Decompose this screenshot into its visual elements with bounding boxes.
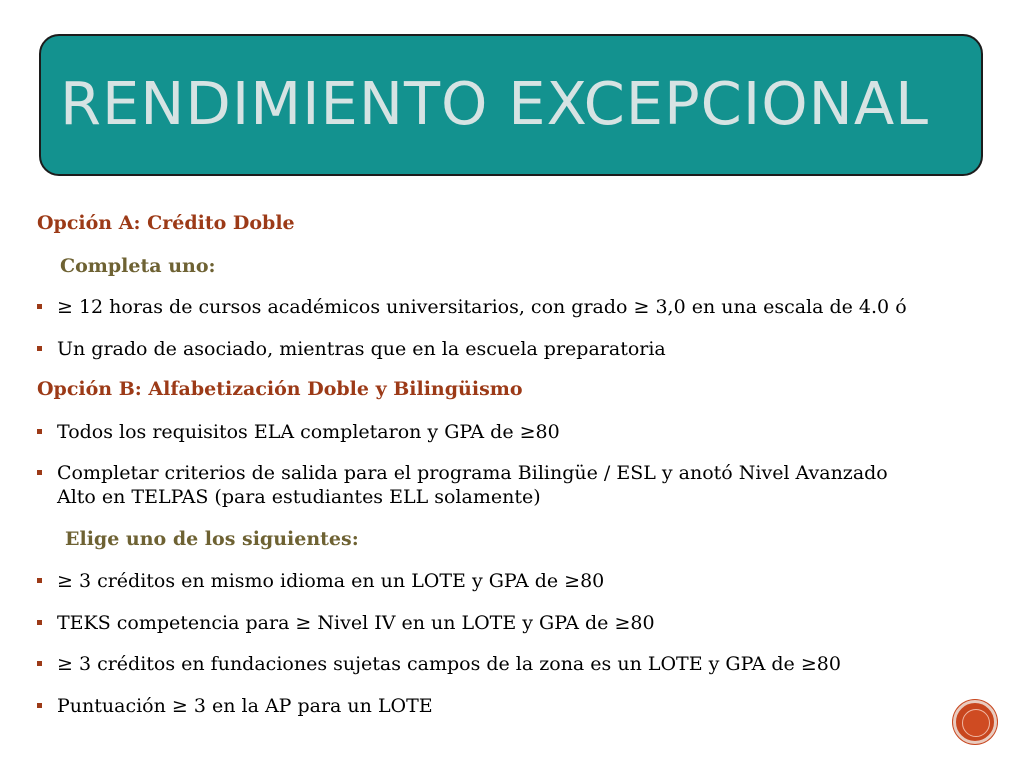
bullet-icon	[37, 578, 42, 583]
list-item-text: Todos los requisitos ELA completaron y GPA de ≥80	[57, 421, 560, 443]
bullet-icon	[37, 346, 42, 351]
list-item-text: Un grado de asociado, mientras que en la escuela preparatoria	[57, 338, 666, 360]
list-item-text: TEKS competencia para ≥ Nivel IV en un LOTE y GPA de ≥80	[57, 612, 655, 634]
option-a-subheading: Completa uno:	[60, 255, 216, 277]
circle-icon	[953, 700, 997, 744]
bullet-icon	[37, 304, 42, 309]
option-a-heading: Opción A: Crédito Doble	[37, 212, 295, 234]
bullet-icon	[37, 661, 42, 666]
option-b-heading: Opción B: Alfabetización Doble y Bilingüismo	[37, 378, 523, 400]
bullet-icon	[37, 429, 42, 434]
list-item-text-line1: Completar criterios de salida para el programa Bilingüe / ESL y anotó Nivel Avanzado	[57, 462, 888, 484]
list-item-text: ≥ 3 créditos en fundaciones sujetas campos de la zona es un LOTE y GPA de ≥80	[57, 653, 841, 675]
bullet-icon	[37, 620, 42, 625]
list-item-text-line2: Alto en TELPAS (para estudiantes ELL solamente)	[57, 486, 541, 508]
circle-inner-ring	[962, 709, 990, 737]
list-item-text: Puntuación ≥ 3 en la AP para un LOTE	[57, 695, 433, 717]
list-item-text: ≥ 3 créditos en mismo idioma en un LOTE y GPA de ≥80	[57, 570, 605, 592]
list-item-text: ≥ 12 horas de cursos académicos universitarios, con grado ≥ 3,0 en una escala de 4.0 ó	[57, 296, 907, 318]
option-b-subheading: Elige uno de los siguientes:	[65, 528, 359, 550]
bullet-icon	[37, 470, 42, 475]
slide-title: RENDIMIENTO EXCEPCIONAL	[60, 69, 930, 138]
bullet-icon	[37, 703, 42, 708]
